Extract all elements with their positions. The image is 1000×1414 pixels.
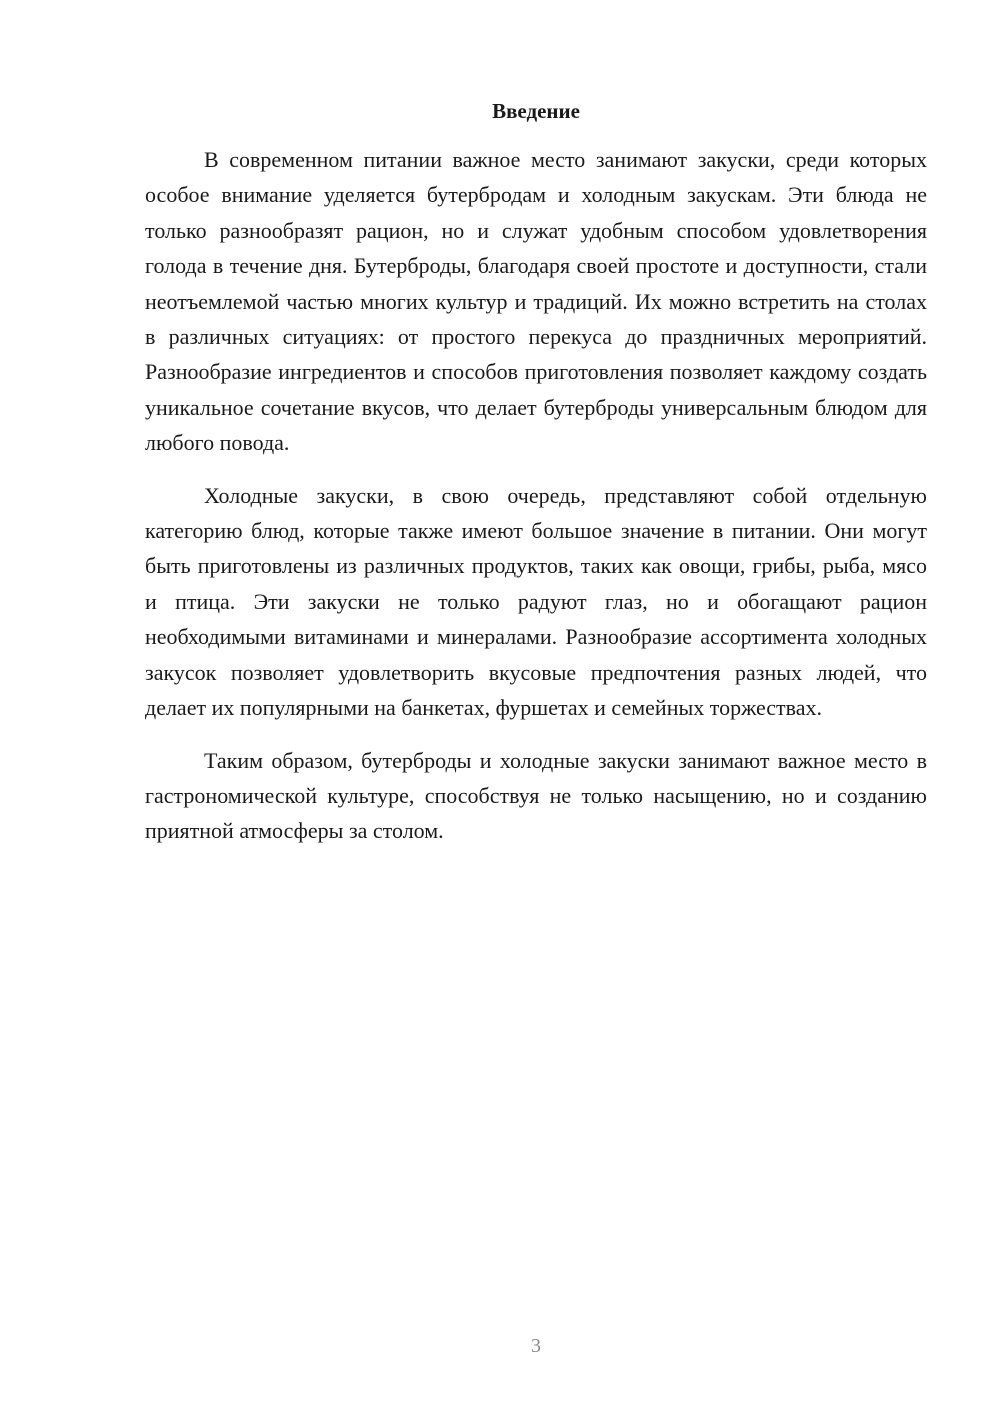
paragraph-1: В современном питании важное место занимают закуски, среди которых особое внимание уделяется бутербродам и холодным закускам. Эти блюда не только разнообразят рацион, но и служат удобным способом удовлетворения голода в течение дня. Бутерброды, благодаря своей простоте и доступности, стали неотъемлемой частью многих культур и традиций. Их можно встретить на столах в различных ситуациях: от простого перекуса до праздничных мероприятий. Разнообразие ингредиентов и способов приготовления позволяет каждому создать уникальное сочетание вкусов, что делает бутерброды универсальным блюдом для любого повода. [145, 147, 927, 456]
paragraph-2: Холодные закуски, в свою очередь, представляют собой отдельную категорию блюд, которые также имеют большое значение в питании. Они могут быть приготовлены из различных продуктов, таких как овощи, грибы, рыба, мясо и птица. Эти закуски не только радуют глаз, но и обогащают рацион необходимыми витаминами и минералами. Разнообразие ассортимента холодных закусок позволяет удовлетворить вкусовые предпочтения разных людей, что делает их популярными на банкетах, фуршетах и семейных торжествах. [145, 482, 927, 721]
page-title: Введение [492, 99, 580, 123]
body-text [145, 142, 927, 866]
page-number: 3 [531, 1335, 541, 1357]
paragraph-3: Таким образом, бутерброды и холодные закуски занимают важное место в гастрономической культуре, способствуя не только насыщению, но и созданию приятной атмосферы за столом. [145, 747, 927, 844]
